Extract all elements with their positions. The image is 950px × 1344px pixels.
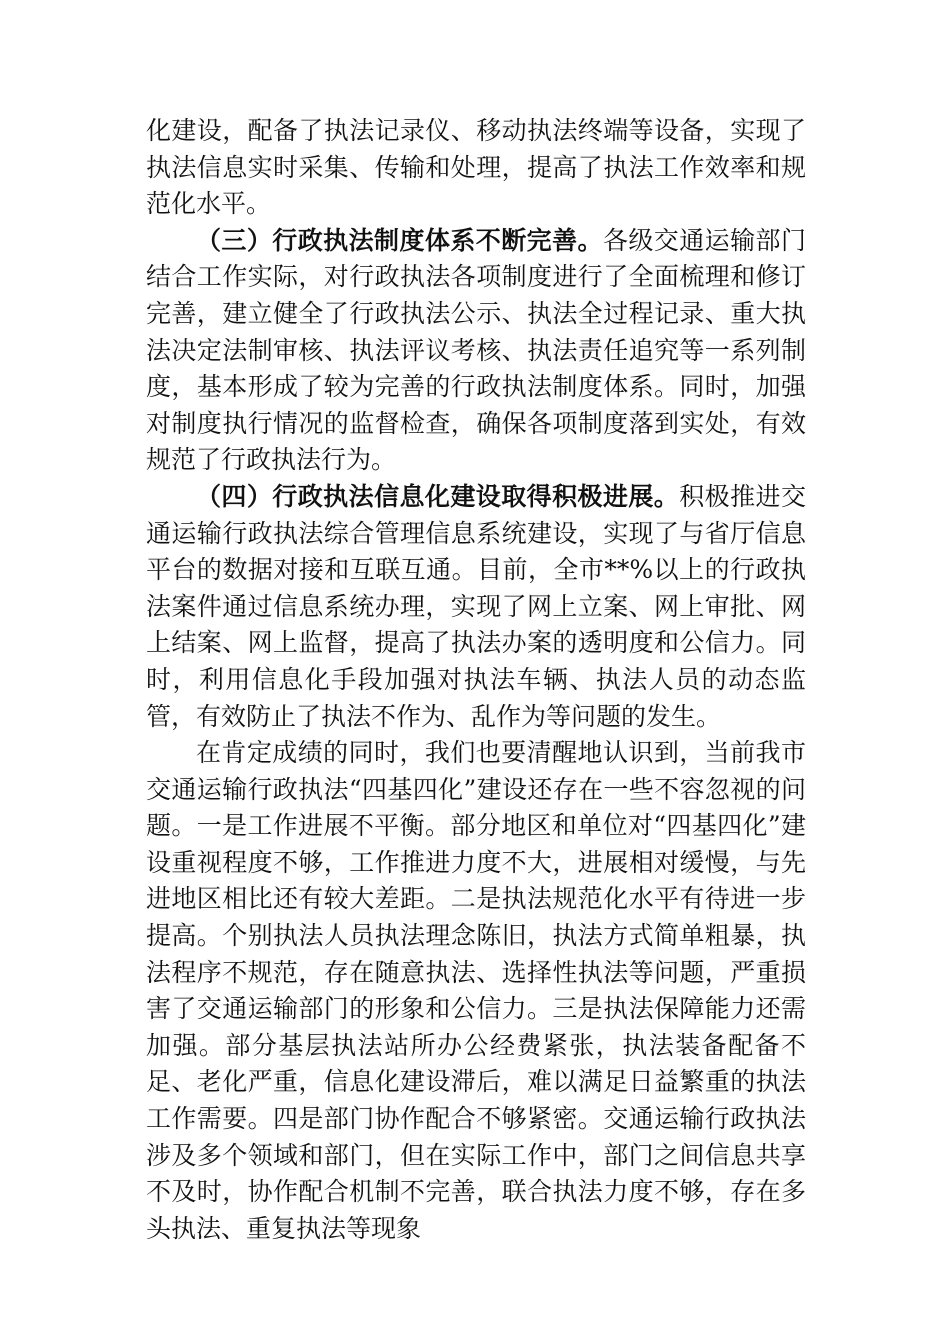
section-heading: （四）行政执法信息化建设取得积极进展。 (196, 481, 680, 511)
paragraph-body: 化建设，配备了执法记录仪、移动执法终端等设备，实现了执法信息实时采集、传输和处理，提高了执法工作效率和规范化水平。 (146, 116, 806, 219)
paragraph-body: 积极推进交通运输行政执法综合管理信息系统建设，实现了与省厅信息平台的数据对接和互联互通。目前，全市**%以上的行政执法案件通过信息系统办理，实现了网上立案、网上审批、网上结案、网上监督，提高了执法办案的透明度和公信力。同时，利用信息化手段加强对执法车辆、执法人员的动态监管，有效防止了执法不作为、乱作为等问题的发生。 (146, 481, 806, 731)
paragraph-problems (146, 735, 806, 1247)
paragraph-body: 各级交通运输部门结合工作实际，对行政执法各项制度进行了全面梳理和修订完善，建立健全了行政执法公示、执法全过程记录、重大执法决定法制审核、执法评议考核、执法责任追究等一系列制度，基本形成了较为完善的行政执法制度体系。同时，加强对制度执行情况的监督检查，确保各项制度落到实处，有效规范了行政执法行为。 (146, 225, 806, 475)
paragraph-section-3 (146, 223, 806, 479)
section-heading: （三）行政执法制度体系不断完善。 (196, 225, 603, 255)
paragraph-continuation (146, 113, 806, 223)
paragraph-section-4 (146, 479, 806, 735)
paragraph-body: 在肯定成绩的同时，我们也要清醒地认识到，当前我市交通运输行政执法“四基四化”建设还存在一些不容忽视的问题。一是工作进展不平衡。部分地区和单位对“四基四化”建设重视程度不够，工作推进力度不大，进展相对缓慢，与先进地区相比还有较大差距。二是执法规范化水平有待进一步提高。个别执法人员执法理念陈旧，执法方式简单粗暴，执法程序不规范，存在随意执法、选择性执法等问题，严重损害了交通运输部门的形象和公信力。三是执法保障能力还需加强。部分基层执法站所办公经费紧张，执法装备配备不足、老化严重，信息化建设滞后，难以满足日益繁重的执法工作需要。四是部门协作配合不够紧密。交通运输行政执法涉及多个领域和部门，但在实际工作中，部门之间信息共享不及时，协作配合机制不完善，联合执法力度不够，存在多头执法、重复执法等现象 (146, 738, 806, 1243)
document-page (146, 113, 806, 1247)
